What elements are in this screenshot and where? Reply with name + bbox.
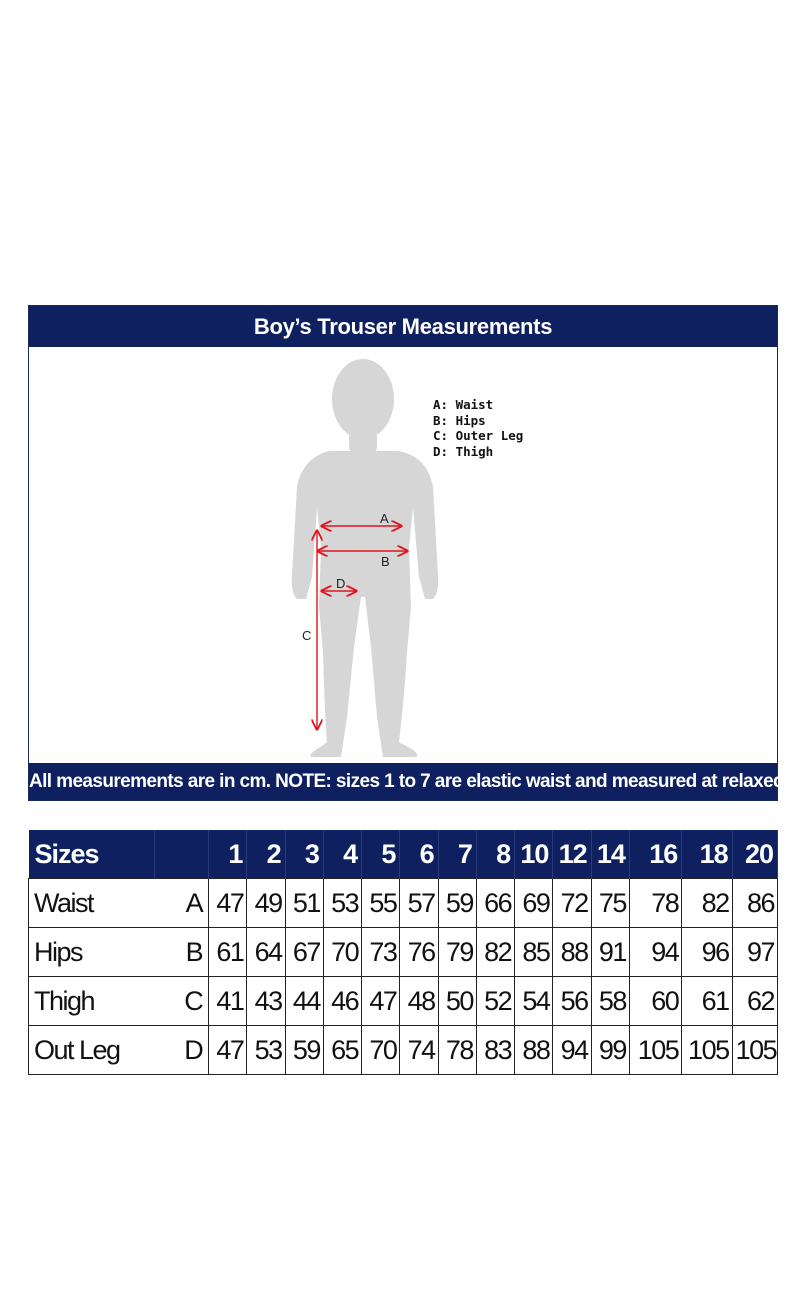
- row-letter: B: [154, 928, 208, 977]
- size-header: 1: [209, 830, 247, 879]
- row-label: Thigh: [29, 977, 155, 1026]
- table-cell: 61: [209, 928, 247, 977]
- size-header: 10: [515, 830, 553, 879]
- blank-header: [154, 830, 208, 879]
- table-cell: 91: [591, 928, 629, 977]
- row-letter: D: [154, 1026, 208, 1075]
- figure-area: [29, 347, 777, 765]
- size-header: 16: [629, 830, 681, 879]
- table-cell: 67: [285, 928, 323, 977]
- table-cell: 55: [362, 879, 400, 928]
- table-cell: 76: [400, 928, 438, 977]
- table-cell: 78: [629, 879, 681, 928]
- table-cell: 73: [362, 928, 400, 977]
- table-cell: 44: [285, 977, 323, 1026]
- table-cell: 82: [682, 879, 732, 928]
- table-cell: 46: [323, 977, 361, 1026]
- measurement-legend: [433, 397, 523, 459]
- table-cell: 41: [209, 977, 247, 1026]
- table-cell: 86: [732, 879, 777, 928]
- size-header: 2: [247, 830, 285, 879]
- table-cell: 94: [553, 1026, 591, 1075]
- row-letter: C: [154, 977, 208, 1026]
- table-cell: 57: [400, 879, 438, 928]
- size-header: 8: [476, 830, 514, 879]
- legend-item: D: Thigh: [433, 443, 494, 459]
- table-cell: 54: [515, 977, 553, 1026]
- table-cell: 60: [629, 977, 681, 1026]
- marker-b: B: [381, 554, 390, 569]
- row-letter: A: [154, 879, 208, 928]
- table-cell: 69: [515, 879, 553, 928]
- legend-item: B: Hips: [433, 412, 486, 428]
- child-silhouette: [292, 359, 439, 757]
- table-cell: 85: [515, 928, 553, 977]
- measurement-chart: [28, 305, 789, 801]
- table-cell: 97: [732, 928, 777, 977]
- marker-d: D: [336, 576, 346, 591]
- size-header: 18: [682, 830, 732, 879]
- table-cell: 59: [285, 1026, 323, 1075]
- legend-item: C: Outer Leg: [433, 428, 524, 443]
- table-cell: 70: [323, 928, 361, 977]
- table-cell: 99: [591, 1026, 629, 1075]
- size-header: 3: [285, 830, 323, 879]
- size-header: 4: [323, 830, 361, 879]
- row-label: Waist: [29, 879, 155, 928]
- table-cell: 70: [362, 1026, 400, 1075]
- row-label: Out Leg: [29, 1026, 155, 1075]
- size-header: 7: [438, 830, 476, 879]
- size-header: 20: [732, 830, 777, 879]
- table-cell: 53: [323, 879, 361, 928]
- page-title: Boy’s Trouser Measurements: [29, 306, 777, 347]
- table-cell: 105: [682, 1026, 732, 1075]
- size-header: 6: [400, 830, 438, 879]
- table-cell: 53: [247, 1026, 285, 1075]
- table-cell: 83: [476, 1026, 514, 1075]
- table-cell: 49: [247, 879, 285, 928]
- table-cell: 50: [438, 977, 476, 1026]
- table-cell: 105: [629, 1026, 681, 1075]
- table-cell: 43: [247, 977, 285, 1026]
- legend-item: A: Waist: [433, 397, 494, 412]
- table-row: [29, 928, 778, 977]
- marker-c: C: [302, 628, 312, 643]
- table-cell: 94: [629, 928, 681, 977]
- table-cell: 72: [553, 879, 591, 928]
- marker-a: A: [380, 511, 389, 526]
- row-label: Hips: [29, 928, 155, 977]
- table-cell: 82: [476, 928, 514, 977]
- size-header: 14: [591, 830, 629, 879]
- table-cell: 88: [515, 1026, 553, 1075]
- table-cell: 47: [209, 1026, 247, 1075]
- table-cell: 51: [285, 879, 323, 928]
- table-cell: 64: [247, 928, 285, 977]
- table-cell: 59: [438, 879, 476, 928]
- table-cell: 74: [400, 1026, 438, 1075]
- table-cell: 75: [591, 879, 629, 928]
- table-cell: 48: [400, 977, 438, 1026]
- table-cell: 96: [682, 928, 732, 977]
- table-cell: 62: [732, 977, 777, 1026]
- size-header: 12: [553, 830, 591, 879]
- size-header-row: [29, 830, 778, 879]
- table-cell: 56: [553, 977, 591, 1026]
- table-cell: 78: [438, 1026, 476, 1075]
- table-cell: 47: [209, 879, 247, 928]
- table-cell: 52: [476, 977, 514, 1026]
- child-silhouette-figure: [29, 347, 777, 765]
- size-table: [28, 830, 778, 1075]
- table-cell: 88: [553, 928, 591, 977]
- sizes-header: Sizes: [29, 830, 155, 879]
- table-cell: 65: [323, 1026, 361, 1075]
- table-row: [29, 879, 778, 928]
- measurement-note: All measurements are in cm. NOTE: sizes 1 to 7 are elastic waist and measured at relaxed.: [29, 763, 777, 800]
- table-cell: 58: [591, 977, 629, 1026]
- table-row: [29, 977, 778, 1026]
- table-cell: 79: [438, 928, 476, 977]
- table-cell: 47: [362, 977, 400, 1026]
- table-cell: 61: [682, 977, 732, 1026]
- table-cell: 105: [732, 1026, 777, 1075]
- table-row: [29, 1026, 778, 1075]
- table-cell: 66: [476, 879, 514, 928]
- size-header: 5: [362, 830, 400, 879]
